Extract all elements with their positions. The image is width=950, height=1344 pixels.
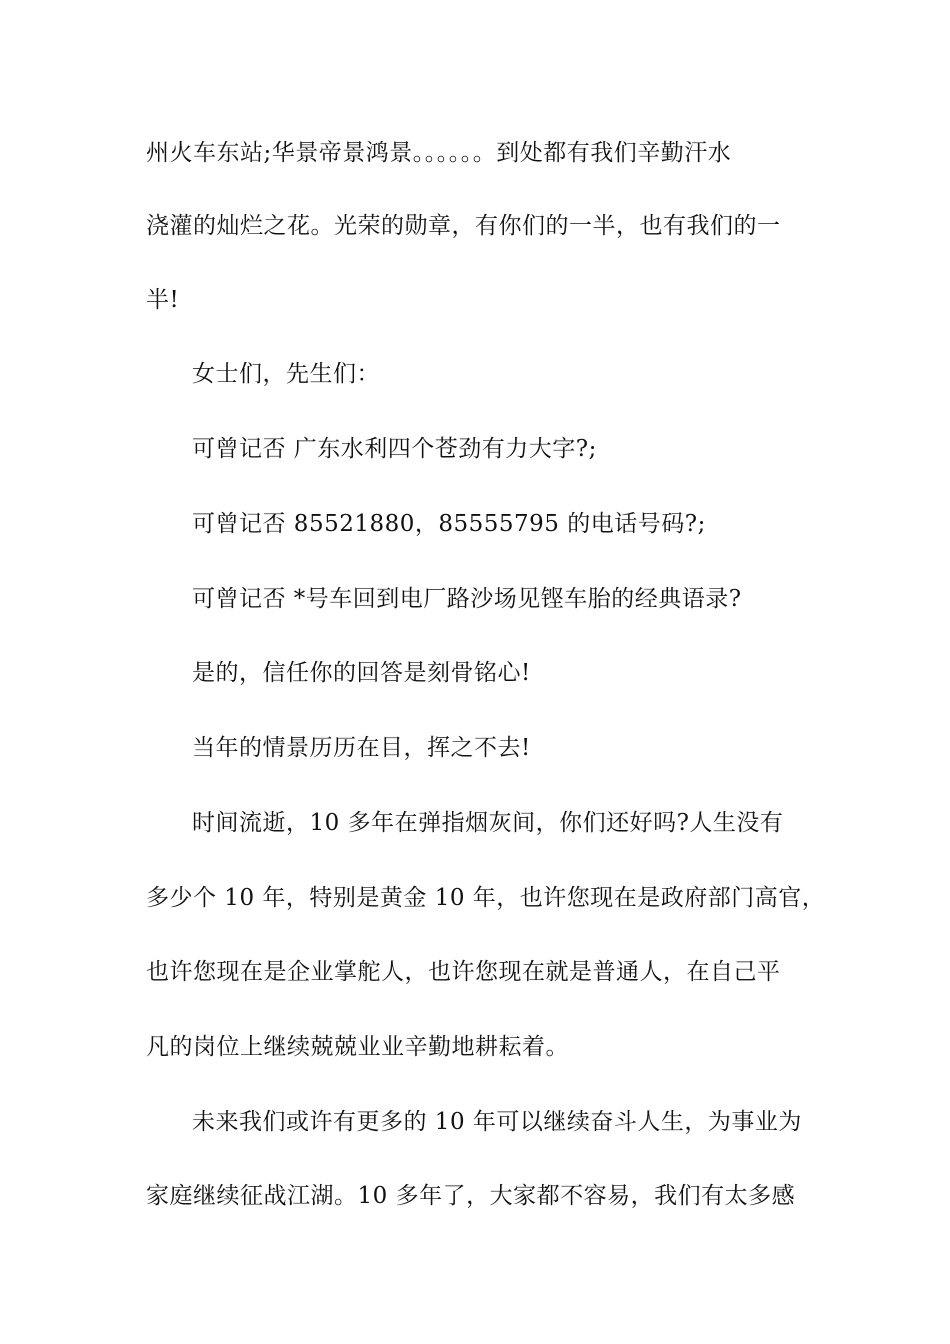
text-line: 也许您现在是企业掌舵人，也许您现在就是普通人，在自己平 [146,959,781,985]
text-line: 时间流逝，10 多年在弹指烟灰间，你们还好吗?人生没有 [192,810,784,836]
text-line: 可曾记否 85521880，85555795 的电话号码?; [192,511,706,537]
text-line: 可曾记否 *号车回到电厂路沙场见铿车胎的经典语录? [192,586,742,612]
text-line: 州火车东站;华景帝景鸿景。。。。。。到处都有我们辛勤汗水 [146,140,732,166]
text-line: 女士们，先生们： [192,361,380,387]
text-line: 当年的情景历历在目，挥之不去! [192,735,531,761]
text-line: 可曾记否 广东水利四个苍劲有力大字?; [192,436,597,462]
text-line: 凡的岗位上继续兢兢业业辛勤地耕耘着。 [146,1034,569,1060]
text-line: 浇灌的灿烂之花。光荣的勋章，有你们的一半，也有我们的一 [146,213,781,239]
text-line: 是的，信任你的回答是刻骨铭心! [192,660,531,686]
text-line: 多少个 10 年，特别是黄金 10 年，也许您现在是政府部门高官， [146,885,826,911]
text-line: 未来我们或许有更多的 10 年可以继续奋斗人生，为事业为 [192,1109,802,1135]
text-line: 半! [146,287,180,313]
text-line: 家庭继续征战江湖。10 多年了，大家都不容易，我们有太多感 [146,1183,796,1209]
